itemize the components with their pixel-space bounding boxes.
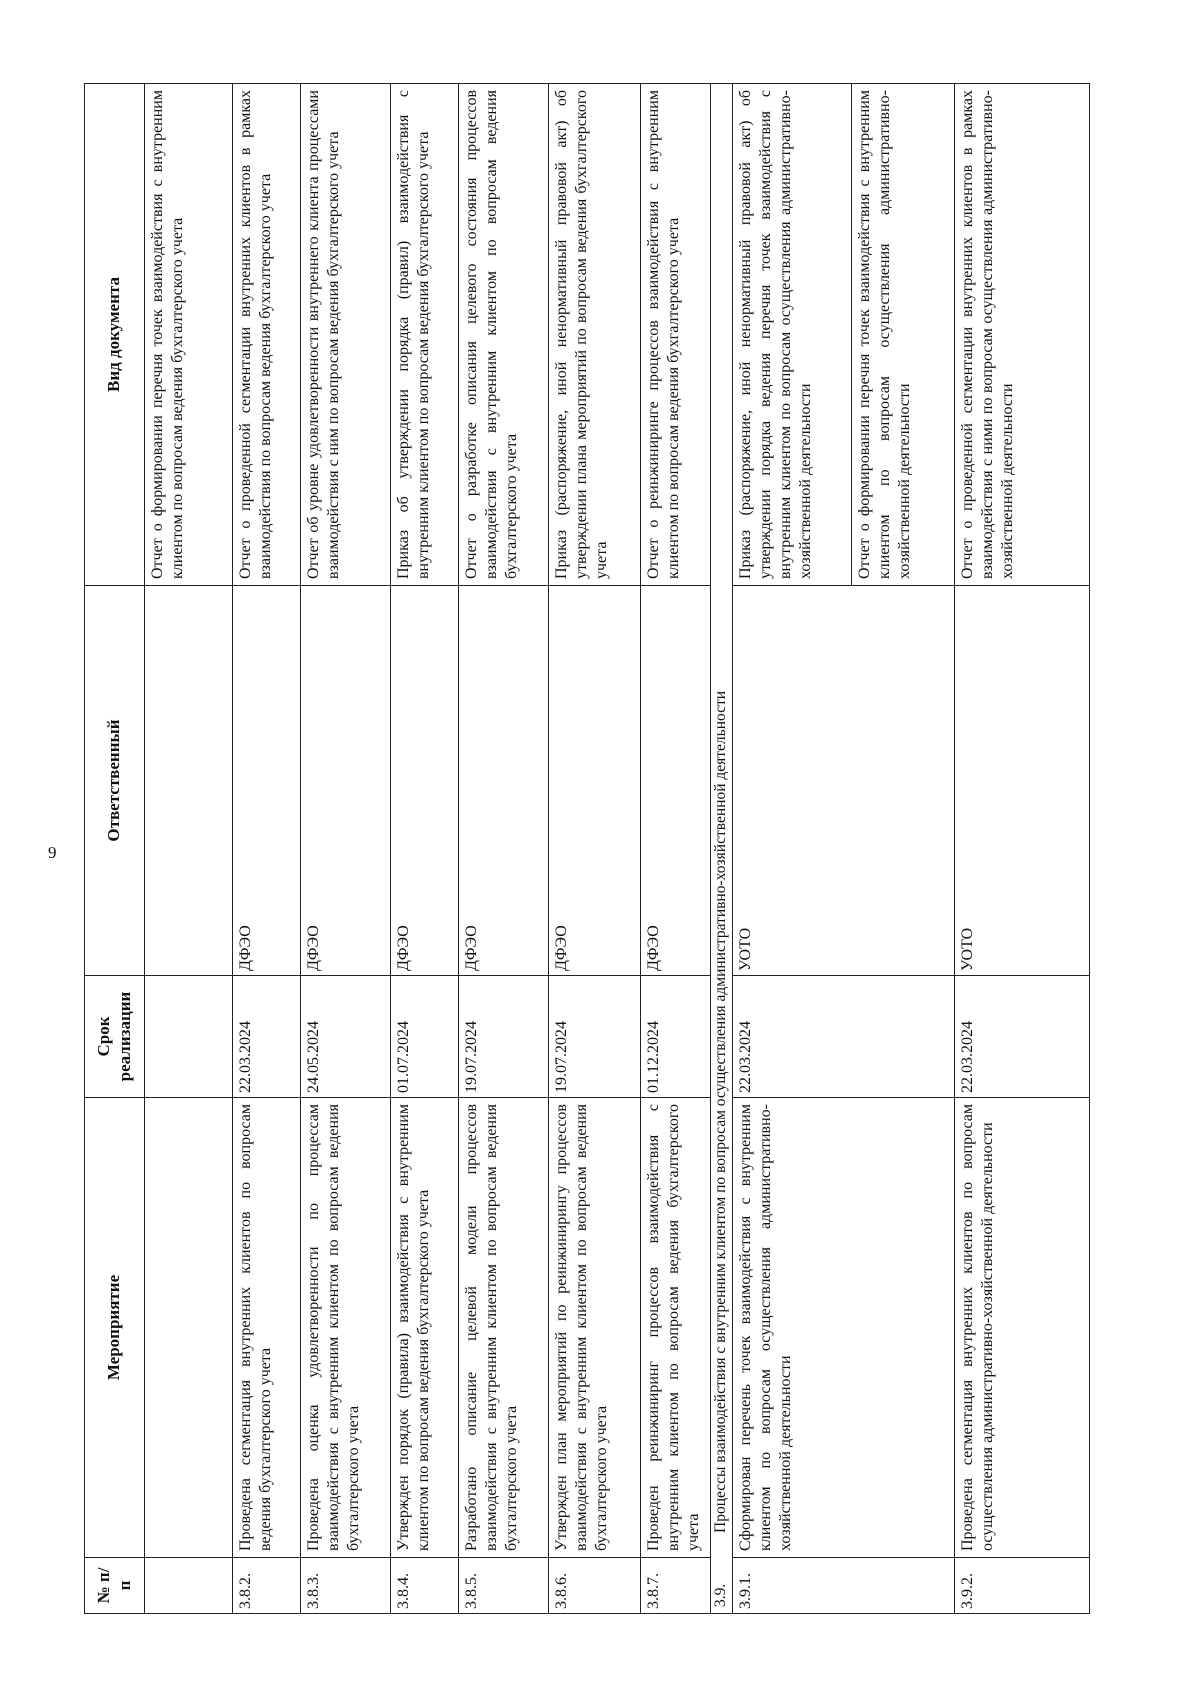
row-responsible: ДФЭО	[641, 586, 711, 976]
rotated-table-container	[84, 84, 1090, 1614]
row-activity: Сформирован перечень точек взаимодействия с внутренним клиентом по вопросам осуществления административно-хозяйственной деятельности	[732, 1098, 954, 1558]
row-deadline: 19.07.2024	[549, 976, 641, 1098]
row-deadline: 22.03.2024	[732, 976, 954, 1098]
row-deadline: 19.07.2024	[459, 976, 549, 1098]
row-doc-type: Приказ (распоряжение, иной ненормативный правовой акт) об утверждении плана мероприятий по вопросам ведения бухгалтерского учета	[549, 84, 641, 586]
row-responsible: УОТО	[954, 586, 1089, 976]
row-responsible: ДФЭО	[459, 586, 549, 976]
row-activity: Проведен реинжиниринг процессов взаимодействия с внутренним клиентом по вопросам ведения бухгалтерского учета	[641, 1098, 711, 1558]
row-doc-type: Приказ об утверждении порядка (правил) взаимодействия с внутренним клиентом по вопросам ведения бухгалтерского учета	[391, 84, 459, 586]
row-responsible: ДФЭО	[549, 586, 641, 976]
row-doc-type: Отчет о проведенной сегментации внутренних клиентов в рамках взаимодействия с ними по вопросам осуществления административно-хозяйственной деятельности	[954, 84, 1089, 586]
row-deadline: 22.03.2024	[233, 976, 301, 1098]
row-activity: Проведена оценка удовлетворенности по процессам взаимодействия с внутренним клиентом по вопросам ведения бухгалтерского учета	[301, 1098, 391, 1558]
row-num: 3.8.4.	[391, 1558, 459, 1614]
row-num: 3.8.7.	[641, 1558, 711, 1614]
row-deadline	[145, 976, 233, 1098]
section-title: Процессы взаимодействия с внутренним клиентом по вопросам осуществления административно-хозяйственной деятельности	[712, 690, 729, 1533]
row-activity: Утвержден план мероприятий по реинжинирингу процессов взаимодействия с внутренним клиентом по вопросам ведения бухгалтерского учета	[549, 1098, 641, 1558]
row-num: 3.8.2.	[233, 1558, 301, 1614]
row-num: 3.9.2.	[954, 1558, 1089, 1614]
header-responsible: Ответственный	[85, 586, 145, 976]
header-num: № п/п	[85, 1558, 145, 1614]
header-deadline-line1: Срок	[94, 1016, 114, 1057]
row-num: 3.8.6.	[549, 1558, 641, 1614]
header-deadline	[85, 976, 145, 1098]
row-num	[145, 1558, 233, 1614]
row-doc-type: Отчет о разработке описания целевого состояния процессов взаимодействия с внутренним клиентом по вопросам ведения бухгалтерского учета	[459, 84, 549, 586]
row-activity: Проведена сегментация внутренних клиентов по вопросам осуществления административно-хозяйственной деятельности	[954, 1098, 1089, 1558]
row-doc-type-part-b: Отчет о формировании перечня точек взаимодействия с внутренним клиентом по вопросам осуществления административно-хозяйственной деятельности	[851, 84, 918, 585]
table-row	[145, 84, 233, 1614]
row-activity: Разработано описание целевой модели процессов взаимодействия с внутренним клиентом по вопросам ведения бухгалтерского учета	[459, 1098, 549, 1558]
row-doc-type: Отчет о формировании перечня точек взаимодействия с внутренним клиентом по вопросам ведения бухгалтерского учета	[145, 84, 233, 586]
row-responsible	[145, 586, 233, 976]
row-num: 3.8.5.	[459, 1558, 549, 1614]
row-num: 3.8.3.	[301, 1558, 391, 1614]
row-responsible: ДФЭО	[301, 586, 391, 976]
section-title-cell	[711, 84, 733, 1614]
section-row	[711, 84, 733, 1614]
table-header-row	[85, 84, 145, 1614]
header-doc-type: Вид документа	[85, 84, 145, 586]
table-row	[641, 84, 711, 1614]
row-responsible: ДФЭО	[391, 586, 459, 976]
row-deadline: 24.05.2024	[301, 976, 391, 1098]
page-number: 9	[48, 843, 57, 862]
activities-table	[84, 83, 1090, 1614]
row-doc-type: Отчет о реинжиниринге процессов взаимодействия с внутренним клиентом по вопросам ведения бухгалтерского учета	[641, 84, 711, 586]
row-doc-type-part-a: Приказ (распоряжение, иной ненормативный правовой акт) об утверждении порядка ведения перечня точек взаимодействия с внутренним клиентом по вопросам осуществления административно-хозяйственной деятельности	[736, 90, 815, 579]
row-deadline: 01.07.2024	[391, 976, 459, 1098]
row-activity	[145, 1098, 233, 1558]
header-deadline-line2: реализации	[114, 991, 134, 1082]
header-activity: Мероприятие	[85, 1098, 145, 1558]
table-row	[954, 84, 1089, 1614]
row-num: 3.9.1.	[732, 1558, 954, 1614]
row-activity: Утвержден порядок (правила) взаимодействия с внутренним клиентом по вопросам ведения бухгалтерского учета	[391, 1098, 459, 1558]
row-doc-type: Отчет о проведенной сегментации внутренних клиентов в рамках взаимодействия по вопросам ведения бухгалтерского учета	[233, 84, 301, 586]
section-number: 3.9.	[712, 1583, 729, 1607]
row-responsible: ДФЭО	[233, 586, 301, 976]
row-activity: Проведена сегментация внутренних клиентов по вопросам ведения бухгалтерского учета	[233, 1098, 301, 1558]
table-row	[459, 84, 549, 1614]
table-row	[391, 84, 459, 1614]
table-row	[301, 84, 391, 1614]
row-deadline: 22.03.2024	[954, 976, 1089, 1098]
row-responsible: УОТО	[732, 586, 954, 976]
table-row	[233, 84, 301, 1614]
table-row	[549, 84, 641, 1614]
row-doc-type: Отчет об уровне удовлетворенности внутреннего клиента процессами взаимодействия с ним по вопросам ведения бухгалтерского учета	[301, 84, 391, 586]
table-row	[732, 84, 954, 1614]
row-deadline: 01.12.2024	[641, 976, 711, 1098]
row-doc-type-split	[732, 84, 954, 586]
